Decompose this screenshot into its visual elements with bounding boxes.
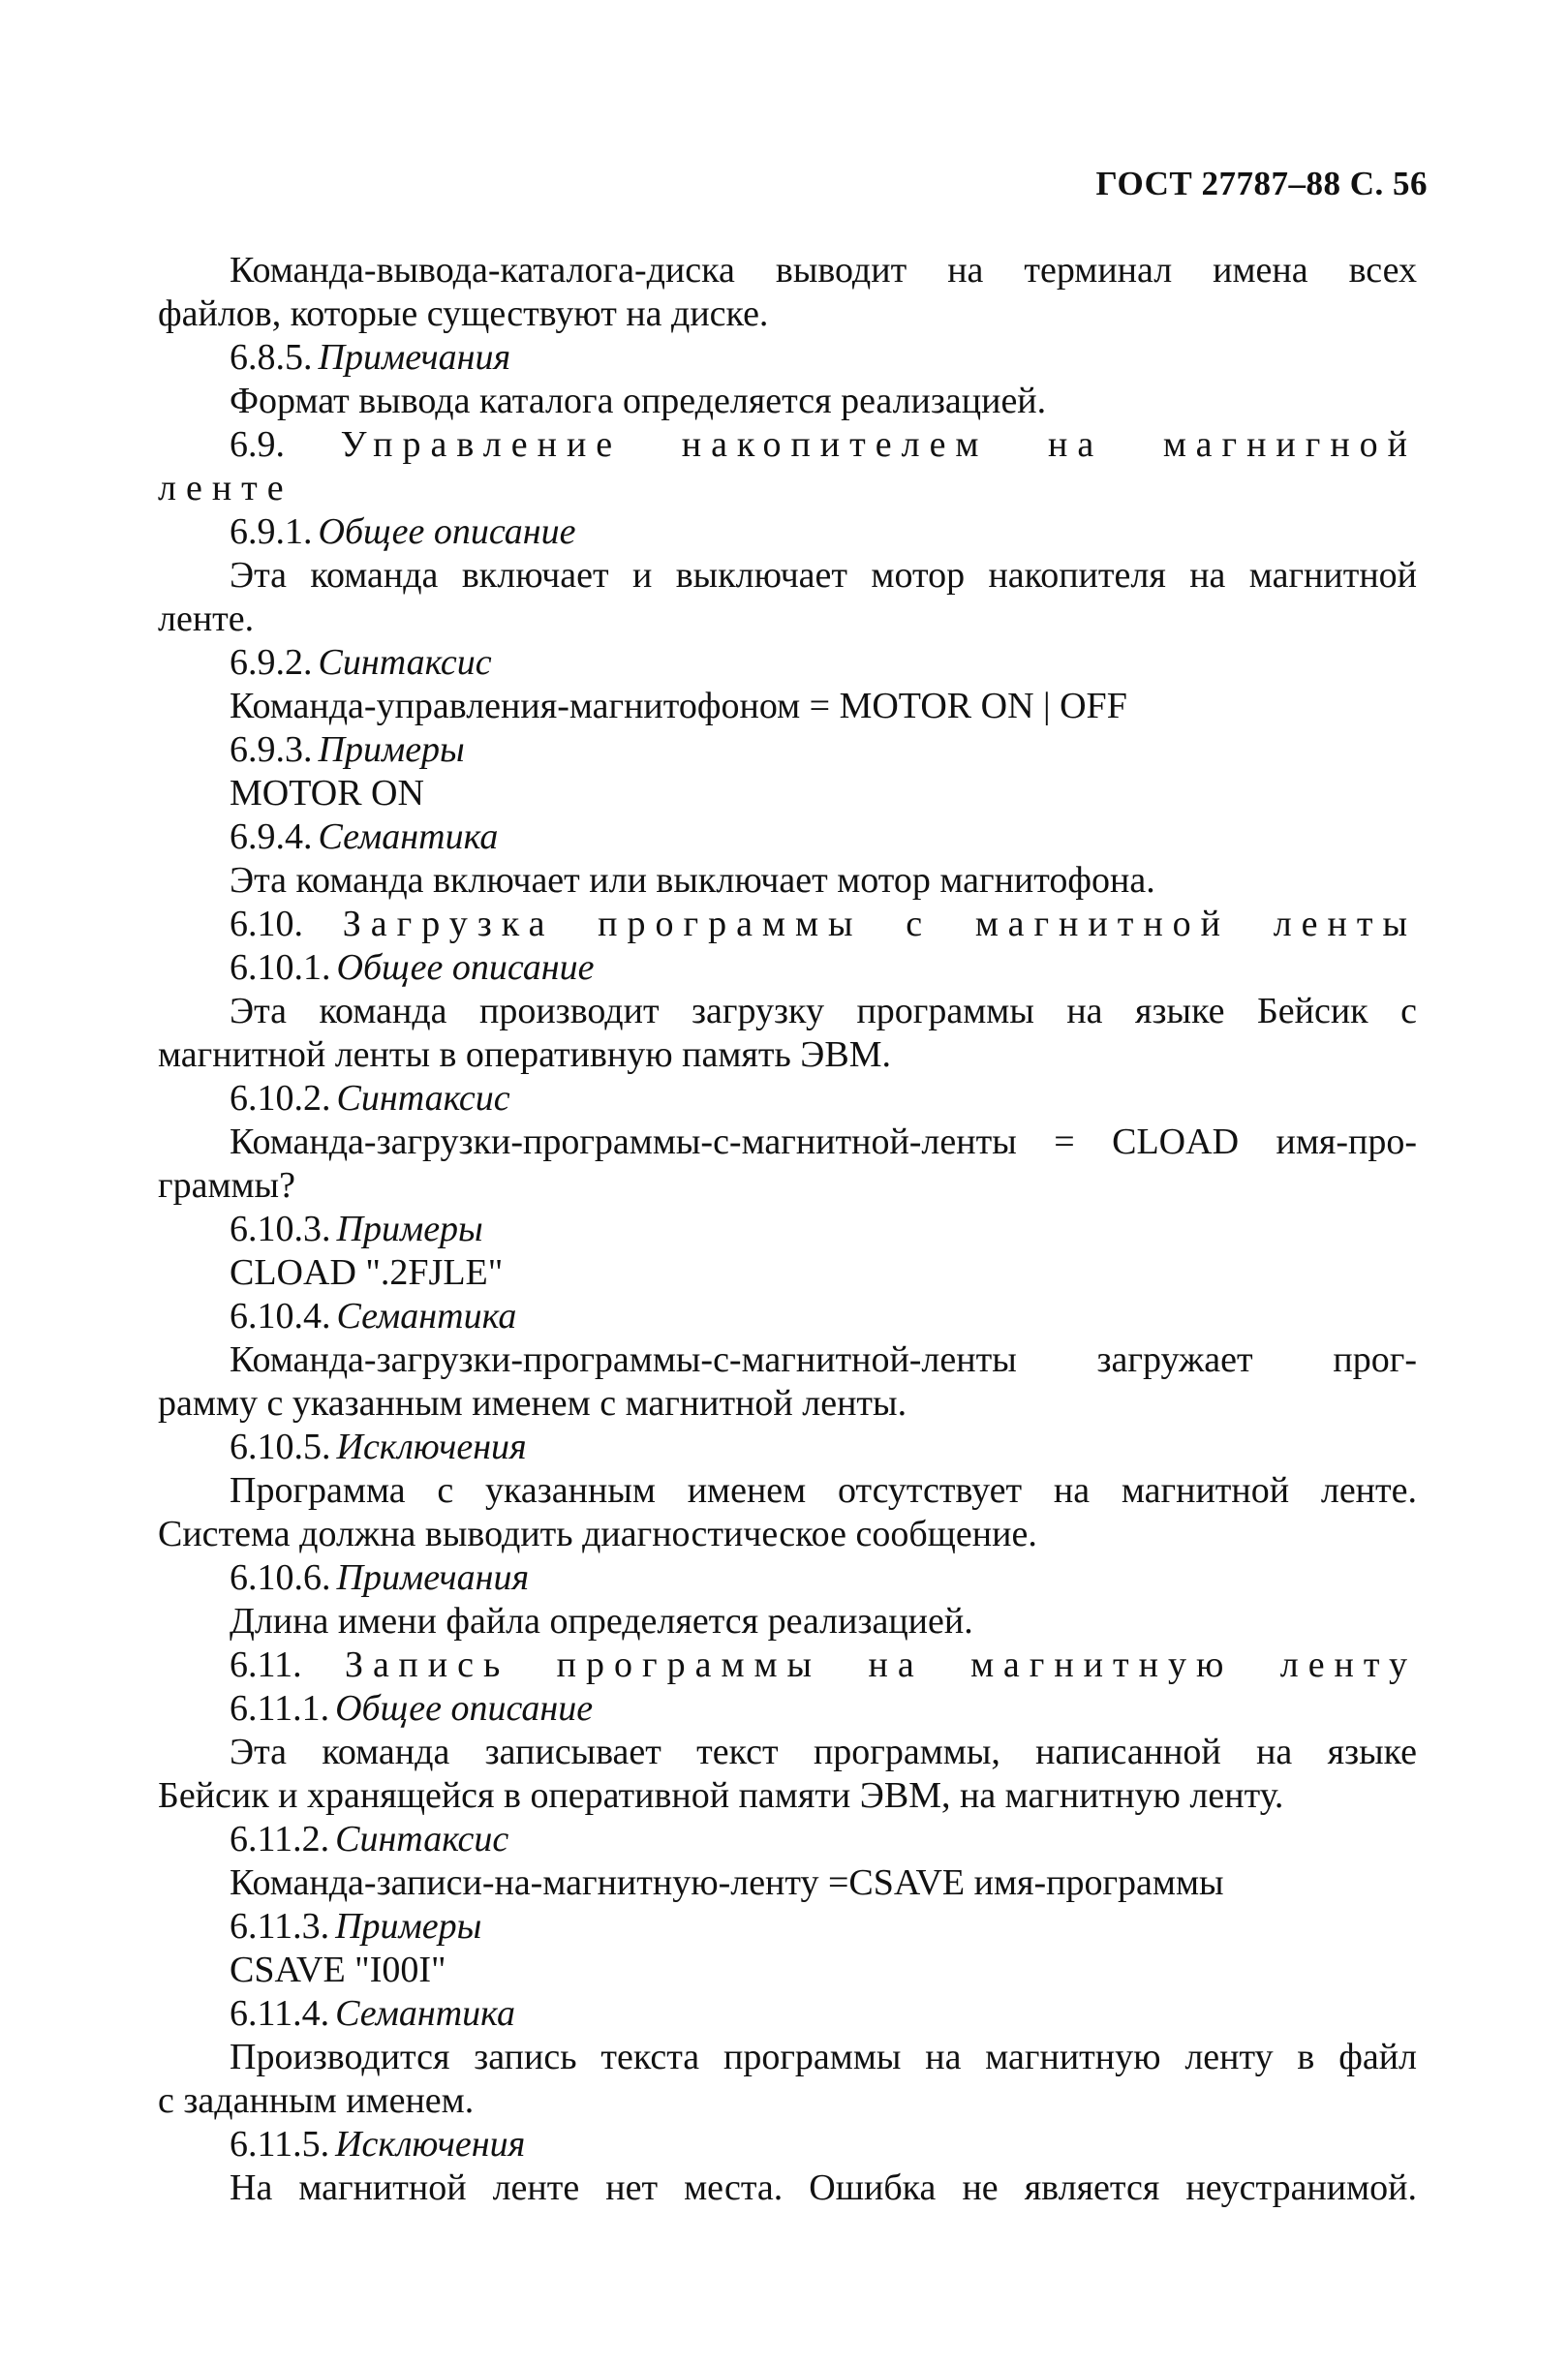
paragraph-line: файлов, которые существуют на диске. bbox=[158, 293, 769, 334]
paragraph-line: Команда-загрузки-программы-с-магнитной-ленты загружает прог- bbox=[230, 1339, 1417, 1380]
paragraph-line: рамму с указанным именем с магнитной ленты. bbox=[158, 1383, 907, 1424]
section-number: 6.11. bbox=[230, 1644, 302, 1685]
subsection-heading bbox=[158, 2123, 1417, 2166]
paragraph-line: На магнитной ленте нет места. Ошибка не является неустранимой. bbox=[230, 2167, 1417, 2208]
subsection-number: 6.9.2. bbox=[230, 642, 313, 683]
subsection-heading bbox=[158, 641, 1417, 685]
subsection-number: 6.11.4. bbox=[230, 1993, 330, 2034]
subsection-title: Примеры bbox=[318, 729, 465, 770]
paragraph-line: ленте. bbox=[158, 599, 255, 639]
paragraph-line: Команда-вывода-каталога-диска выводит на терминал имена всех bbox=[230, 250, 1417, 291]
subsection-heading bbox=[158, 1992, 1417, 2036]
paragraph-line: граммы? bbox=[158, 1165, 295, 1206]
paragraph-line: с заданным именем. bbox=[158, 2080, 475, 2121]
subsection-title: Общее описание bbox=[318, 511, 576, 552]
subsection-number: 6.11.3. bbox=[230, 1906, 330, 1947]
subsection-number: 6.10.3. bbox=[230, 1209, 331, 1249]
subsection-title: Примечания bbox=[336, 1557, 530, 1598]
section-title: Загрузка программы с магнитной ленты bbox=[342, 904, 1418, 944]
subsection-heading bbox=[158, 946, 1417, 990]
subsection-heading bbox=[158, 1905, 1417, 1949]
section-heading bbox=[158, 423, 1417, 467]
section-title: Запись программы на магнитную ленту bbox=[345, 1644, 1417, 1685]
subsection-title: Примеры bbox=[336, 1209, 483, 1249]
subsection-heading bbox=[158, 1556, 1417, 1600]
paragraph-line: ленте bbox=[158, 468, 293, 508]
subsection-title: Примечания bbox=[318, 337, 511, 378]
paragraph-line: Производится запись текста программы на магнитную ленту в файл bbox=[230, 2037, 1417, 2077]
section-number: 6.9. bbox=[230, 424, 285, 465]
document-body bbox=[158, 249, 1417, 2210]
paragraph-line: Эта команда записывает текст программы, написанной на языке bbox=[230, 1732, 1417, 1772]
paragraph-line: Команда-управления-магнитофоном = MOTOR ON | OFF bbox=[230, 686, 1127, 726]
paragraph-line: CSAVE "I00I" bbox=[230, 1950, 446, 1990]
section-heading bbox=[158, 1644, 1417, 1687]
subsection-heading bbox=[158, 1687, 1417, 1731]
section-heading bbox=[158, 903, 1417, 946]
subsection-title: Исключения bbox=[335, 2124, 526, 2165]
paragraph-line: Эта команда производит загрузку программы на языке Бейсик с bbox=[230, 991, 1417, 1031]
subsection-number: 6.10.1. bbox=[230, 947, 331, 988]
subsection-heading bbox=[158, 1208, 1417, 1251]
subsection-title: Примеры bbox=[335, 1906, 482, 1947]
paragraph-line: Система должна выводить диагностическое сообщение. bbox=[158, 1514, 1037, 1554]
page-header: ГОСТ 27787–88 С. 56 bbox=[1095, 165, 1428, 202]
subsection-number: 6.9.3. bbox=[230, 729, 313, 770]
section-title: Управление накопителем на магнигной bbox=[340, 424, 1418, 465]
subsection-heading bbox=[158, 1818, 1417, 1861]
subsection-heading bbox=[158, 336, 1417, 380]
paragraph-line: CLOAD ".2FJLE" bbox=[230, 1252, 504, 1293]
subsection-number: 6.10.5. bbox=[230, 1427, 331, 1467]
subsection-number: 6.11.5. bbox=[230, 2124, 330, 2165]
subsection-heading bbox=[158, 728, 1417, 772]
subsection-number: 6.9.1. bbox=[230, 511, 313, 552]
subsection-heading bbox=[158, 1077, 1417, 1121]
subsection-title: Исключения bbox=[336, 1427, 527, 1467]
paragraph-line: Эта команда включает или выключает мотор магнитофона. bbox=[230, 860, 1155, 901]
paragraph-line: Команда-записи-на-магнитную-ленту =CSAVE имя-программы bbox=[230, 1862, 1224, 1903]
subsection-number: 6.10.4. bbox=[230, 1296, 331, 1337]
section-number: 6.10. bbox=[230, 904, 303, 944]
paragraph-line: Программа с указанным именем отсутствует на магнитной ленте. bbox=[230, 1470, 1417, 1511]
subsection-title: Семантика bbox=[318, 816, 499, 857]
subsection-number: 6.11.2. bbox=[230, 1819, 330, 1859]
paragraph-line: MOTOR ON bbox=[230, 773, 424, 814]
subsection-number: 6.10.2. bbox=[230, 1078, 331, 1119]
subsection-title: Общее описание bbox=[336, 947, 595, 988]
subsection-title: Общее описание bbox=[335, 1688, 594, 1729]
subsection-heading bbox=[158, 1295, 1417, 1338]
paragraph-line: Длина имени файла определяется реализацией. bbox=[230, 1601, 973, 1642]
subsection-title: Синтаксис bbox=[335, 1819, 509, 1859]
subsection-title: Синтаксис bbox=[318, 642, 492, 683]
subsection-number: 6.9.4. bbox=[230, 816, 313, 857]
paragraph-line: Команда-загрузки-программы-с-магнитной-ленты = CLOAD имя-про- bbox=[230, 1122, 1417, 1162]
paragraph-line: Формат вывода каталога определяется реализацией. bbox=[230, 381, 1047, 421]
paragraph-line: магнитной ленты в оперативную память ЭВМ. bbox=[158, 1034, 892, 1075]
paragraph-line: Эта команда включает и выключает мотор накопителя на магнитной bbox=[230, 555, 1417, 596]
subsection-title: Синтаксис bbox=[336, 1078, 510, 1119]
subsection-heading bbox=[158, 1426, 1417, 1469]
subsection-title: Семантика bbox=[336, 1296, 517, 1337]
paragraph-line: Бейсик и хранящейся в оперативной памяти ЭВМ, на магнитную ленту. bbox=[158, 1775, 1284, 1816]
subsection-heading bbox=[158, 510, 1417, 554]
subsection-number: 6.10.6. bbox=[230, 1557, 331, 1598]
subsection-number: 6.8.5. bbox=[230, 337, 313, 378]
subsection-heading bbox=[158, 815, 1417, 859]
subsection-number: 6.11.1. bbox=[230, 1688, 330, 1729]
subsection-title: Семантика bbox=[335, 1993, 515, 2034]
